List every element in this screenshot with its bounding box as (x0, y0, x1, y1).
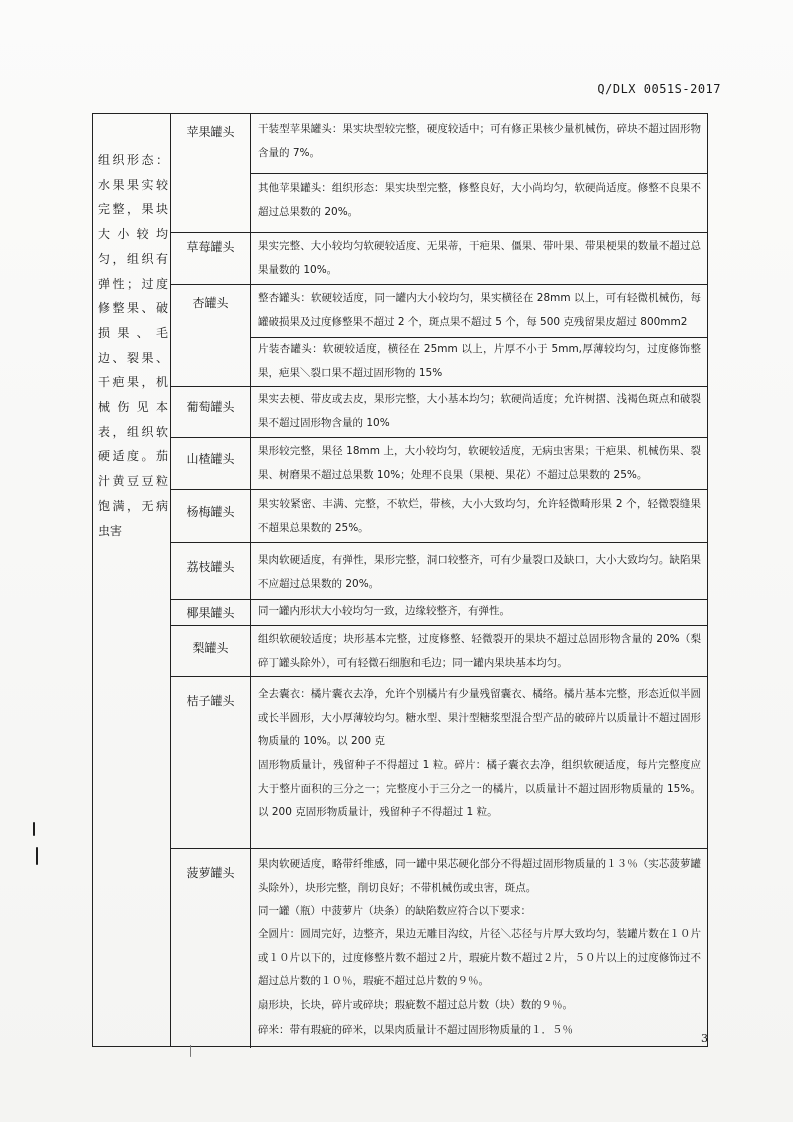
product-name: 荔枝罐头 (186, 560, 235, 574)
table-row (171, 677, 707, 849)
product-name: 桔子罐头 (186, 694, 235, 708)
product-name-cell (171, 543, 251, 599)
spec-table (92, 113, 708, 1047)
product-name-cell (171, 490, 251, 542)
product-name-cell (171, 677, 251, 848)
sub-row-divider (251, 173, 707, 174)
requirement-text: 其他苹果罐头：组织形态：果实块型完整，修整良好，大小尚均匀，软硬尚适度。修整不良果不超过总果数的 20%。 (258, 182, 701, 218)
requirement-text: 果实完整、大小较均匀软硬较适度、无果蒂，干疤果、僵果、带叶果、带果梗果的数量不超过总果量数的 10%。 (258, 240, 701, 276)
table-row (171, 543, 707, 600)
product-name-cell (171, 233, 251, 284)
product-name-cell (171, 285, 251, 386)
requirement-text: 同一罐内形状大小较均匀一致，边缘较整齐，有弹性。 (258, 605, 510, 617)
table-row (171, 849, 707, 1048)
table-row (171, 114, 707, 233)
requirement-text: 组织软硬较适度；块形基本完整，过度修整、轻微裂开的果块不超过总固形物含量的 20%（梨碎丁罐头除外），可有轻微石细胞和毛边；同一罐内果块基本均匀。 (258, 633, 701, 669)
product-name: 山楂罐头 (186, 452, 235, 466)
product-name-cell (171, 600, 251, 625)
requirement-text: 果实较紧密、丰满、完整，不软烂，带核，大小大致均匀，允许轻微畸形果 2 个，轻微裂缝果不超果总果数的 25%。 (258, 498, 701, 534)
organization-form-column (93, 114, 171, 1046)
requirement-cell (251, 677, 707, 848)
requirement-text: 果实去梗、带皮或去皮，果形完整，大小基本均匀；软硬尚适度；允许树摺、浅褐色斑点和破裂果不超过固形物含量的 10% (258, 393, 701, 429)
product-name: 杏罐头 (192, 296, 229, 310)
requirement-text: 果肉软硬适度，有弹性，果形完整，洞口较整齐，可有少量裂口及缺口，大小大致均匀。缺陷果不应超过总果数的 20%。 (258, 554, 701, 590)
requirement-text: 全去囊衣：橘片囊衣去净，允许个别橘片有少量残留囊衣、橘络。橘片基本完整，形态近似半圆或长半圆形，大小厚薄较均匀。糖水型、果汁型糖浆型混合型产品的破碎片以质量计不超过固形物质量的 10%。以 200 克 (258, 688, 701, 747)
requirement-text: 同一罐（瓶）中菠萝片（块条）的缺陷数应符合以下要求： (258, 905, 531, 917)
requirement-cell (251, 849, 707, 1048)
table-row (171, 387, 707, 438)
product-name: 苹果罐头 (186, 125, 235, 139)
requirement-cell (251, 543, 707, 599)
requirement-cell (251, 285, 707, 386)
requirement-text: 果形较完整，果径 18mm 上，大小较均匀，软硬较适度，无病虫害果；干疤果、机械伤果、裂果、树磨果不超过总果数 10%；处理不良果（果梗、果花）不超过总果数的 25%。 (258, 445, 701, 481)
requirement-cell (251, 600, 707, 625)
scan-mark (36, 847, 38, 865)
requirement-cell (251, 490, 707, 542)
table-row (171, 626, 707, 677)
product-name-cell (171, 626, 251, 676)
product-name: 椰果罐头 (186, 606, 235, 620)
requirement-text: 果肉软硬适度，略带纤维感，同一罐中果芯硬化部分不得超过固形物质量的１３％（实芯菠萝罐头除外），块形完整，削切良好；不带机械伤或虫害，斑点。 (258, 858, 701, 894)
product-name: 杨梅罐头 (186, 505, 235, 519)
product-name-cell (171, 438, 251, 489)
requirement-cell (251, 114, 707, 232)
product-name-cell (171, 387, 251, 437)
requirement-cell (251, 233, 707, 284)
product-name-cell (171, 114, 251, 232)
scan-mark (190, 1045, 191, 1057)
requirement-text: 扇形块，长块，碎片或碎块；瑕疵数不超过总片数（块）数的９％。 (258, 999, 573, 1011)
product-name-cell (171, 849, 251, 1048)
table-row (171, 233, 707, 285)
requirement-text: 整杏罐头：软硬较适度，同一罐内大小较均匀，果实横径在 28mm 以上，可有轻微机械伤，每罐破损果及过度修整果不超过 2 个，斑点果不超过 5 个，每 500 克残留果皮超过 800mm2 (258, 292, 701, 328)
requirement-text: 干装型苹果罐头：果实块型较完整，硬度较适中；可有修正果核少量机械伤，碎块不超过固形物含量的 7%。 (258, 123, 701, 159)
organization-form-summary: 组织形态：水果果实较完整，果块大小较均匀，组织有弹性；过度修整果、破损果、毛边、裂果、干疤果，机械伤见本表，组织软硬适度。茄汁黄豆豆粒饱满，无病虫害 (98, 153, 168, 538)
page-number: 3 (701, 1032, 708, 1045)
table-row (171, 438, 707, 490)
requirement-cell (251, 438, 707, 489)
product-name: 草莓罐头 (186, 240, 235, 254)
requirement-cell (251, 626, 707, 676)
table-row (171, 490, 707, 543)
table-row (171, 285, 707, 387)
document-code: Q/DLX 0051S-2017 (597, 82, 721, 96)
requirement-cell (251, 387, 707, 437)
requirement-text: 碎米：带有瑕疵的碎米，以果肉质量计不超过固形物质量的１．５％ (258, 1024, 573, 1036)
product-name: 梨罐头 (192, 641, 229, 655)
scan-mark (33, 822, 35, 836)
product-name: 葡萄罐头 (186, 400, 235, 414)
product-name: 菠萝罐头 (186, 866, 235, 880)
requirement-text: 全圆片：圆周完好，边整齐，果边无雕目沟纹，片径＼芯径与片厚大致均匀，装罐片数在１０片或１０片以下的，过度修整片数不超过２片，瑕疵片数不超过２片，５０片以上的过度修饰过不超过总片数的１０％，瑕疵不超过总片数的９％。 (258, 928, 701, 987)
table-row (171, 600, 707, 626)
requirement-text: 固形物质量计，残留种子不得超过 1 粒。碎片：橘子囊衣去净，组织软硬适度，每片完整度应大于整片面积的三分之一；完整度小于三分之一的橘片，以质量计不超过固形物质量的 15%。以 200 克固形物质量计，残留种子不得超过 1 粒。 (258, 759, 701, 818)
requirement-text: 片装杏罐头：软硬较适度，横径在 25mm 以上，片厚不小于 5mm,厚薄较均匀，过度修饰整果，疤果＼裂口果不超过固形物的 15% (258, 343, 701, 379)
